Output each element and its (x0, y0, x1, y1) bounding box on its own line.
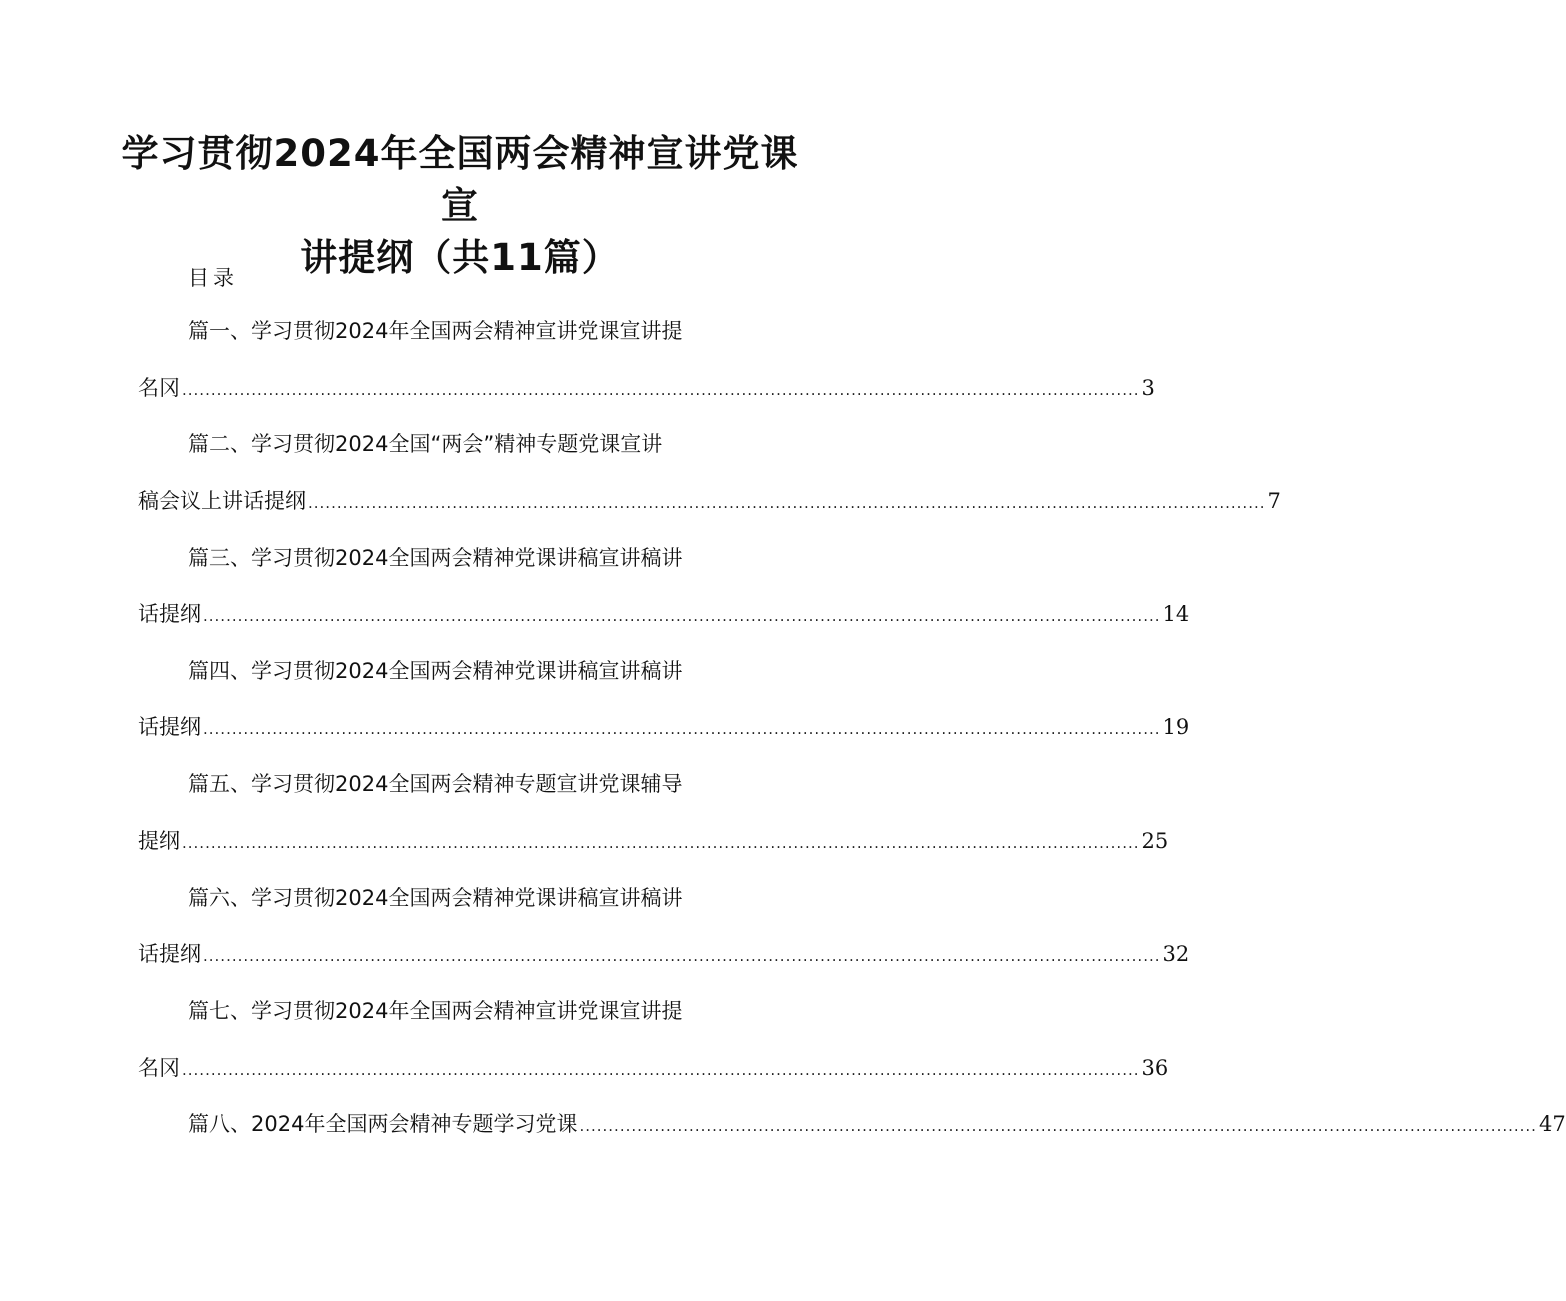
toc-entry-4-line-1[interactable]: 篇四、学习贯彻2024全国两会精神党课讲稿宣讲稿讲 (188, 659, 683, 683)
toc-entry-6-line-2[interactable] (138, 939, 1190, 971)
toc-entry-text: 话提纲 (138, 942, 201, 966)
toc-entry-3-line-1[interactable]: 篇三、学习贯彻2024全国两会精神党课讲稿宣讲稿讲 (188, 546, 683, 570)
toc-entry-1-line-1[interactable]: 篇一、学习贯彻2024年全国两会精神宣讲党课宣讲提 (188, 319, 683, 343)
dot-leader: ...................................................................................................................................................................... (203, 607, 1161, 625)
toc-entry-7-line-2[interactable] (138, 1053, 1169, 1085)
title-line-1: 学习贯彻2024年全国两会精神宣讲党课宣 (121, 132, 799, 227)
toc-entry-text: 话提纲 (138, 715, 201, 739)
dot-leader: ...................................................................................................................................................................... (182, 381, 1140, 399)
toc-page-number: 19 (1162, 715, 1190, 739)
toc-page-number: 32 (1162, 942, 1190, 966)
toc-entry-2-line-2[interactable] (138, 486, 1281, 518)
toc-entry-3-line-2[interactable] (138, 599, 1190, 631)
toc-entry-1-line-2[interactable] (138, 373, 1155, 405)
toc-entry-text: 名冈 (138, 1056, 180, 1080)
toc-page-number: 14 (1162, 602, 1190, 626)
toc-page-number: 7 (1267, 489, 1281, 513)
dot-leader: ...................................................................................................................................................................... (182, 834, 1140, 852)
toc-entry-text: 稿会议上讲话提纲 (138, 489, 306, 513)
toc-entry-8[interactable] (188, 1109, 1566, 1141)
dot-leader: ...................................................................................................................................................................... (203, 947, 1161, 965)
toc-page-number: 36 (1141, 1056, 1169, 1080)
toc-entry-7-line-1[interactable]: 篇七、学习贯彻2024年全国两会精神宣讲党课宣讲提 (188, 999, 683, 1023)
toc-entry-text: 名冈 (138, 376, 180, 400)
dot-leader: ...................................................................................................................................................................... (203, 720, 1161, 738)
dot-leader: ...................................................................................................................................................................... (182, 1061, 1140, 1079)
toc-page-number: 3 (1141, 376, 1155, 400)
title-line-2: 讲提纲（共11篇） (300, 236, 620, 279)
toc-entry-text: 提纲 (138, 829, 180, 853)
toc-heading: 目录 (188, 266, 238, 290)
toc-entry-2-line-1[interactable]: 篇二、学习贯彻2024全国“两会”精神专题党课宣讲 (188, 432, 663, 456)
document-title (120, 128, 800, 284)
dot-leader: ...................................................................................................................................................................... (308, 494, 1266, 512)
toc-entry-5-line-2[interactable] (138, 826, 1169, 858)
toc-entry-5-line-1[interactable]: 篇五、学习贯彻2024全国两会精神专题宣讲党课辅导 (188, 772, 683, 796)
toc-page-number: 25 (1141, 829, 1169, 853)
toc-entry-6-line-1[interactable]: 篇六、学习贯彻2024全国两会精神党课讲稿宣讲稿讲 (188, 886, 683, 910)
toc-entry-text: 篇八、2024年全国两会精神专题学习党课 (188, 1112, 578, 1136)
toc-entry-4-line-2[interactable] (138, 712, 1190, 744)
toc-entry-text: 话提纲 (138, 602, 201, 626)
toc-page-number: 47 (1538, 1112, 1566, 1136)
dot-leader: ...................................................................................................................................................................... (579, 1117, 1537, 1135)
